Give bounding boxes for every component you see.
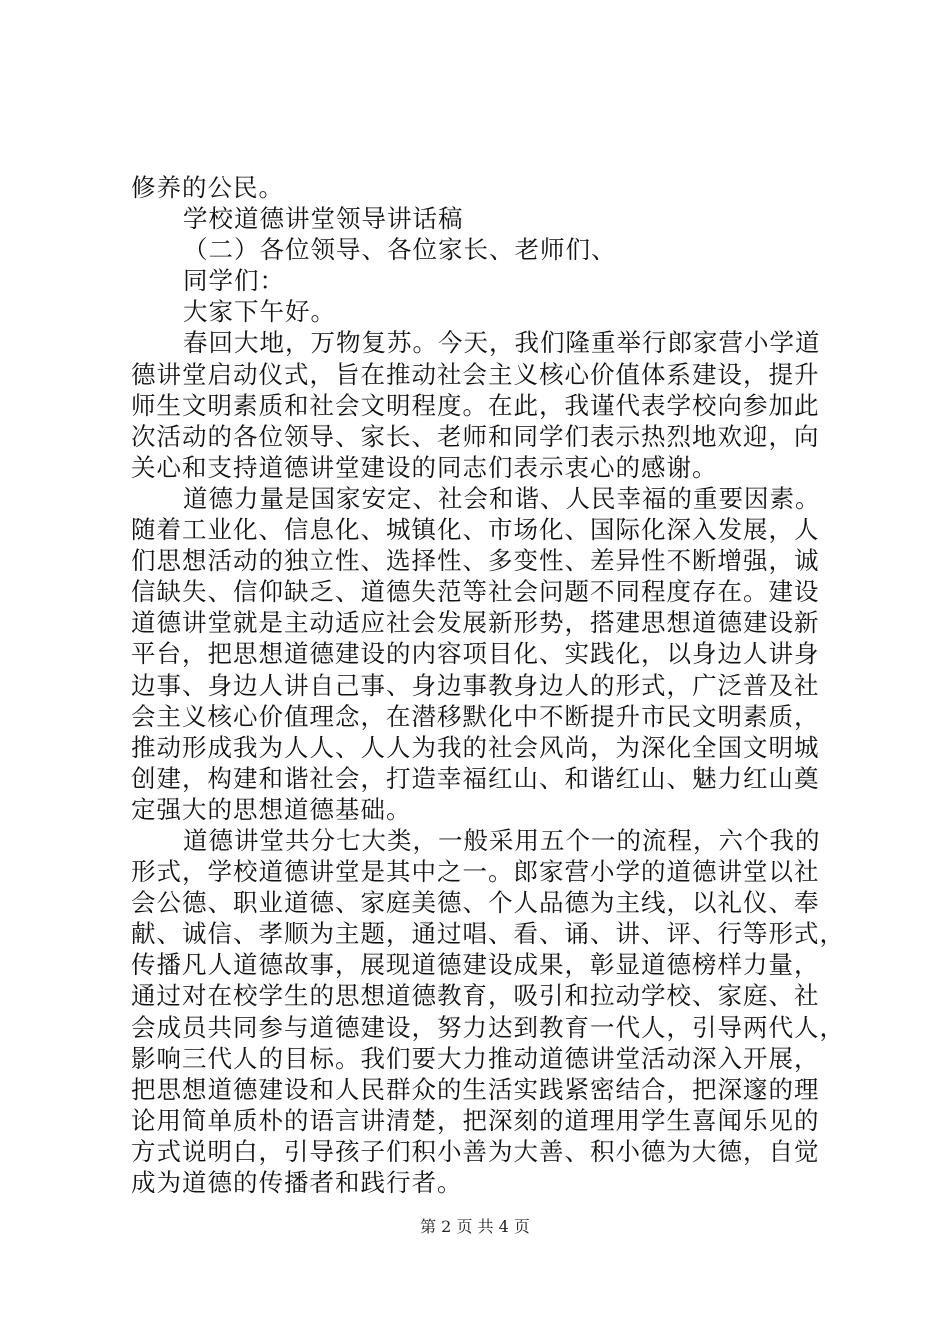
text-line: 们思想活动的独立性、选择性、多变性、差异性不断增强，诚: [131, 546, 820, 576]
text-line: 关心和支持道德讲堂建设的同志们表示衷心的感谢。: [131, 452, 718, 482]
text-line: （二）各位领导、各位家长、老师们、: [183, 235, 617, 265]
text-line: 会成员共同参与道德建设，努力达到教育一代人，引导两代人，: [131, 1012, 845, 1042]
text-line: 影响三代人的目标。我们要大力推动道德讲堂活动深入开展，: [131, 1043, 820, 1073]
text-line: 学校道德讲堂领导讲话稿: [183, 204, 464, 234]
text-line: 次活动的各位领导、家长、老师和同学们表示热烈地欢迎，向: [131, 421, 820, 451]
document-body: [131, 172, 845, 1198]
text-line: 春回大地，万物复苏。今天，我们隆重举行郎家营小学道: [183, 328, 821, 358]
text-line: 献、诚信、孝顺为主题，通过唱、看、诵、讲、评、行等形式，: [131, 919, 845, 949]
page-footer: 第 2 页 共 4 页: [420, 1217, 530, 1236]
text-line: 方式说明白，引导孩子们积小善为大善、积小德为大德，自觉: [131, 1136, 820, 1166]
text-line: 随着工业化、信息化、城镇化、市场化、国际化深入发展，人: [131, 515, 820, 545]
text-line: 师生文明素质和社会文明程度。在此，我谨代表学校向参加此: [131, 390, 820, 420]
text-line: 把思想道德建设和人民群众的生活实践紧密结合，把深邃的理: [131, 1074, 820, 1104]
text-line: 道德力量是国家安定、社会和谐、人民幸福的重要因素。: [183, 483, 821, 513]
text-line: 大家下午好。: [183, 297, 336, 327]
text-line: 信缺失、信仰缺乏、道德失范等社会问题不同程度存在。建设: [131, 577, 820, 607]
text-line: 平台，把思想道德建设的内容项目化、实践化，以身边人讲身: [131, 639, 820, 669]
text-line: 推动形成我为人人、人人为我的社会风尚，为深化全国文明城: [131, 732, 820, 762]
text-line: 论用简单质朴的语言讲清楚，把深刻的道理用学生喜闻乐见的: [131, 1105, 820, 1135]
text-line: 形式，学校道德讲堂是其中之一。郎家营小学的道德讲堂以社: [131, 857, 820, 887]
text-line: 成为道德的传播者和践行者。: [131, 1168, 463, 1197]
text-line: 修养的公民。: [131, 173, 284, 202]
text-line: 同学们：: [183, 266, 285, 296]
text-line: 通过对在校学生的思想道德教育，吸引和拉动学校、家庭、社: [131, 981, 820, 1011]
text-line: 创建，构建和谐社会，打造幸福红山、和谐红山、魅力红山奠: [131, 763, 820, 793]
text-line: 定强大的思想道德基础。: [131, 794, 412, 824]
text-line: 德讲堂启动仪式，旨在推动社会主义核心价值体系建设，提升: [131, 359, 820, 389]
text-line: 会主义核心价值理念，在潜移默化中不断提升市民文明素质，: [131, 701, 820, 731]
text-line: 传播凡人道德故事，展现道德建设成果，彰显道德榜样力量，: [131, 950, 820, 980]
text-line: 边事、身边人讲自己事、身边事教身边人的形式，广泛普及社: [131, 670, 820, 700]
text-line: 道德讲堂共分七大类，一般采用五个一的流程，六个我的: [183, 825, 821, 855]
text-line: 道德讲堂就是主动适应社会发展新形势，搭建思想道德建设新: [131, 608, 820, 638]
text-line: 会公德、职业道德、家庭美德、个人品德为主线，以礼仪、奉: [131, 888, 820, 918]
